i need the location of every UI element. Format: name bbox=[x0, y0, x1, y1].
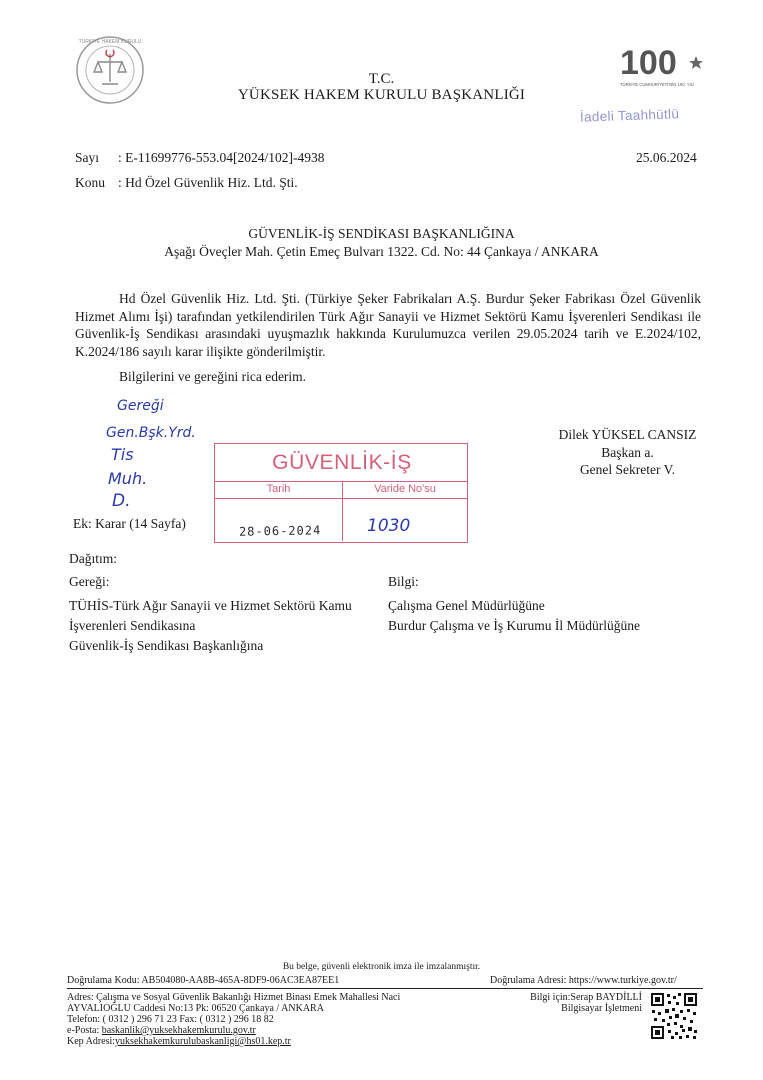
info-unit: Bilgisayar İşletmeni bbox=[561, 1003, 642, 1014]
action-recipient: Güvenlik-İş Sendikası Başkanlığına bbox=[69, 638, 264, 653]
footer-kep bbox=[67, 1036, 291, 1048]
kep-link[interactable]: yuksekhakemkurulubaskanligi@hs01.kep.tr bbox=[115, 1036, 291, 1047]
email-label: e-Posta: bbox=[67, 1025, 102, 1036]
action-recipient: İşverenleri Sendikasına bbox=[69, 618, 196, 633]
distribution-label: Dağıtım: bbox=[69, 551, 117, 566]
incoming-document-stamp bbox=[214, 443, 468, 543]
stamp-number-value: 1030 bbox=[367, 516, 411, 536]
esignature-note: Bu belge, güvenli elektronik imza ile imzalanmıştır. bbox=[282, 962, 481, 972]
qr-code bbox=[650, 992, 698, 1040]
recipient-name: GÜVENLİK-İŞ SENDİKASI BAŞKANLIĞINA bbox=[248, 226, 515, 241]
info-recipient: Burdur Çalışma ve İş Kurumu İl Müdürlüğüne bbox=[388, 618, 640, 633]
email-link[interactable]: baskanlik@yuksekhakemkurulu.gov.tr bbox=[101, 1025, 256, 1036]
signer-title-2: Genel Sekreter V. bbox=[579, 462, 676, 477]
svg-text:TÜRKİYE HAKEM KURULU: TÜRKİYE HAKEM KURULU bbox=[78, 39, 142, 45]
stamp-date-value: 28-06-2024 bbox=[238, 523, 322, 539]
handwritten-note-5: D. bbox=[112, 491, 131, 511]
signer-title-1: Başkan a. bbox=[601, 444, 654, 460]
footer-phone: Telefon: ( 0312 ) 296 71 23 Fax: ( 0312 ) 296 18 82 bbox=[67, 1014, 274, 1025]
stamp-title: GÜVENLİK-İŞ bbox=[272, 451, 412, 474]
attachment-line: Ek: Karar (14 Sayfa) bbox=[73, 516, 186, 531]
footer-address-2: AYVALIOĞLU Caddesi No:13 Pk: 06520 Çankaya / ANKARA bbox=[67, 1003, 324, 1014]
handwritten-note-3: Tis bbox=[111, 445, 134, 464]
action-recipient: TÜHİS-Türk Ağır Sanayii ve Hizmet Sektörü Kamu bbox=[69, 598, 352, 613]
verification-address: Doğrulama Adresi: https://www.turkiye.gov.tr/ bbox=[490, 975, 677, 986]
recipient-address: Aşağı Öveçler Mah. Çetin Emeç Bulvarı 1322. Cd. No: 44 Çankaya / ANKARA bbox=[164, 244, 599, 259]
handwritten-note-1: Gereği bbox=[117, 398, 164, 414]
handwritten-note-4: Muh. bbox=[108, 469, 148, 488]
action-recipients-label: Gereği: bbox=[69, 574, 110, 589]
svg-text:TÜRKİYE CUMHURİYETİ'NİN 100. Y: TÜRKİYE CUMHURİYETİ'NİN 100. YILI bbox=[620, 82, 695, 87]
handwritten-note-2: Gen.Bşk.Yrd. bbox=[106, 425, 196, 441]
stamp-date-header: Tarih bbox=[266, 483, 291, 495]
signer-name: Dilek YÜKSEL CANSIZ bbox=[558, 427, 697, 442]
sayi-value: : E-11699776-553.04[2024/102]-4938 bbox=[118, 150, 325, 165]
konu-label: Konu bbox=[75, 175, 105, 190]
info-recipient: Çalışma Genel Müdürlüğüne bbox=[388, 598, 545, 613]
footer-address-1: Adres: Çalışma ve Sosyal Güvenlik Bakanlığı Hizmet Binası Emek Mahallesi Naci bbox=[67, 992, 401, 1003]
sayi-label: Sayı bbox=[75, 150, 100, 165]
stamp-divider bbox=[215, 498, 467, 499]
kep-label: Kep Adresi: bbox=[67, 1036, 116, 1047]
info-contact: Bilgi için:Serap BAYDİLLİ bbox=[530, 992, 642, 1003]
signer-block bbox=[540, 426, 715, 479]
stamp-divider bbox=[215, 481, 467, 482]
registered-mail-stamp: İadeli Taahhütlü bbox=[579, 106, 680, 125]
verification-code: Doğrulama Kodu: AB504080-AA8B-465A-8DF9-06AC3EA87EE1 bbox=[67, 975, 340, 986]
body-paragraph: Hd Özel Güvenlik Hiz. Ltd. Şti. (Türkiye Şeker Fabrikaları A.Ş. Burdur Şeker Fabrikası Özel Güvenlik Hizmet Alımı İşi) tarafından yetkilendirilen Türk Ağır Sanayii ve Hizmet Sektörü Kamu İşverenleri Sendikası ile Güvenlik-İş Sendikası arasındaki uyuşmazlık hakkında Kurulumuzca verilen 29.05.2024 tarih ve E.2024/102, K.2024/186 sayılı karar ilişikte gönderilmiştir. bbox=[75, 291, 701, 359]
svg-text:100: 100 bbox=[620, 44, 677, 82]
info-recipients-label: Bilgi: bbox=[388, 574, 419, 589]
institution-name: YÜKSEK HAKEM KURULU BAŞKANLIĞI bbox=[237, 87, 526, 103]
header-tc: T.C. bbox=[368, 71, 395, 87]
footer-email bbox=[67, 1025, 256, 1037]
stamp-no-header: Varide No'su bbox=[374, 483, 436, 495]
konu-value: : Hd Özel Güvenlik Hiz. Ltd. Şti. bbox=[118, 175, 298, 190]
document-date: 25.06.2024 bbox=[636, 150, 697, 165]
footer-divider bbox=[67, 988, 703, 989]
body-closing: Bilgilerini ve gereğini rica ederim. bbox=[119, 369, 307, 384]
